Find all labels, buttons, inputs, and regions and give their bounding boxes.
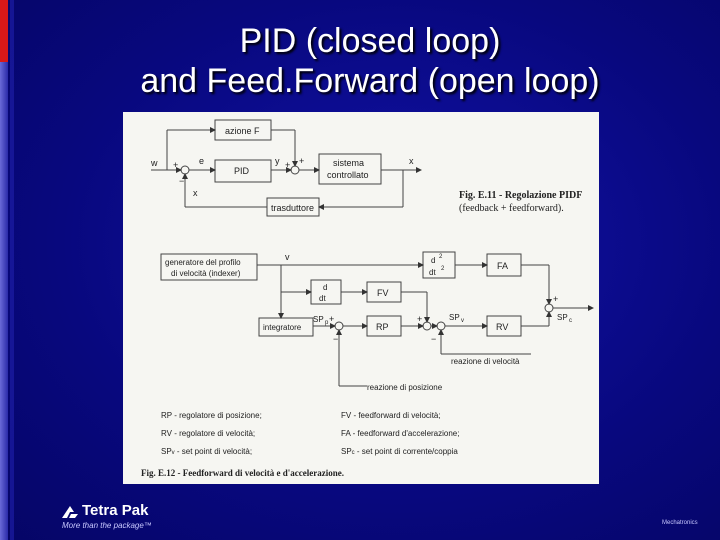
fa-label: FA [497,261,509,271]
legend-spv-sub: v [171,450,175,456]
signal-sp-v-sub: v [461,318,464,324]
legend-rp: RP - regolatore di posizione; [161,411,262,420]
d2-num-exp: 2 [439,254,443,260]
reazione-posizione-label: reazione di posizione [367,383,443,392]
integratore-label: integratore [263,323,302,332]
d2-den-exp: 2 [441,266,445,272]
sign-plus-5: + [417,314,423,324]
rv-label: RV [496,322,509,332]
tetra-pak-logo [60,502,180,534]
d2-numerator: d [431,256,436,265]
slide-title-line-1: PID (closed loop) [239,22,501,60]
summing-node-2 [291,166,299,174]
signal-x: x [409,156,414,166]
sign-minus-1: − [179,176,185,186]
pid-label: PID [234,166,250,176]
fig-e12-caption: Fig. E.12 - Feedforward di velocità e d'accelerazione. [141,468,344,478]
summing-node-6 [545,304,553,312]
summing-node-5 [437,322,445,330]
signal-x-feedback: x [193,188,198,198]
reazione-velocita-label: reazione di velocità [451,357,520,366]
fig-e11-caption-1: Fig. E.11 - Regolazione PIDF [459,190,583,201]
sign-minus-3: − [431,334,437,344]
left-edge-bar [0,62,8,540]
sign-plus-3: + [299,156,305,166]
signal-y: y [275,156,280,166]
signal-sp-c-sub: c [569,318,572,324]
summing-node-3 [335,322,343,330]
sistema-label-2: controllato [327,170,369,180]
legend-spc-sub: c [351,450,355,456]
legend-fa: FA - feedforward d'accelerazione; [341,429,460,438]
legend-rv: RV - regolatore di velocità; [161,429,256,438]
sign-plus-1: + [173,160,179,170]
trasduttore-label: trasduttore [271,203,315,213]
sign-plus-6: + [553,294,559,304]
left-edge-stripe [10,0,14,540]
signal-v: v [285,252,290,262]
legend-spc-sp: SP [341,447,352,456]
signal-sp-c: SP [557,313,568,322]
d-numerator: d [323,283,328,292]
footer-label: Mechatronics [662,520,698,526]
legend-spc-rest: - set point di corrente/coppia [354,447,458,456]
legend-spv-sp: SP [161,447,172,456]
d2-denominator: dt [429,268,436,277]
logo-tagline: More than the package™ [62,521,152,530]
block-diagrams [123,112,599,484]
fv-label: FV [377,288,389,298]
left-edge-red-accent [0,0,8,62]
legend-spv [161,447,252,456]
scanned-figure [123,112,599,484]
legend-spc [341,447,458,456]
signal-sp-p: SP [313,315,324,324]
summing-node-4 [423,322,431,330]
generatore-label-1: generatore del profilo [165,258,241,267]
sistema-label-1: sistema [333,158,365,168]
summing-node-1 [181,166,189,174]
tetra-pak-logo-icon [60,504,82,520]
legend-spv-rest: - set point di velocità; [174,447,253,456]
sign-plus-4: + [329,314,335,324]
sign-plus-2: + [285,160,291,170]
azione-f-label: azione F [225,126,260,136]
logo-name: Tetra Pak [82,502,149,519]
slide-title-line-2: and Feed.Forward (open loop) [140,62,600,100]
d-denominator: dt [319,294,326,303]
signal-e: e [199,156,205,166]
sign-minus-2: − [333,334,339,344]
fig-e11-caption-2: (feedback + feedforward). [459,203,564,214]
signal-sp-p-sub: p [325,320,329,326]
generatore-label-2: di velocità (indexer) [171,269,241,278]
rp-label: RP [376,322,389,332]
legend-fv: FV - feedforward di velocità; [341,411,441,420]
signal-w: w [151,158,158,168]
signal-sp-v: SP [449,313,460,322]
